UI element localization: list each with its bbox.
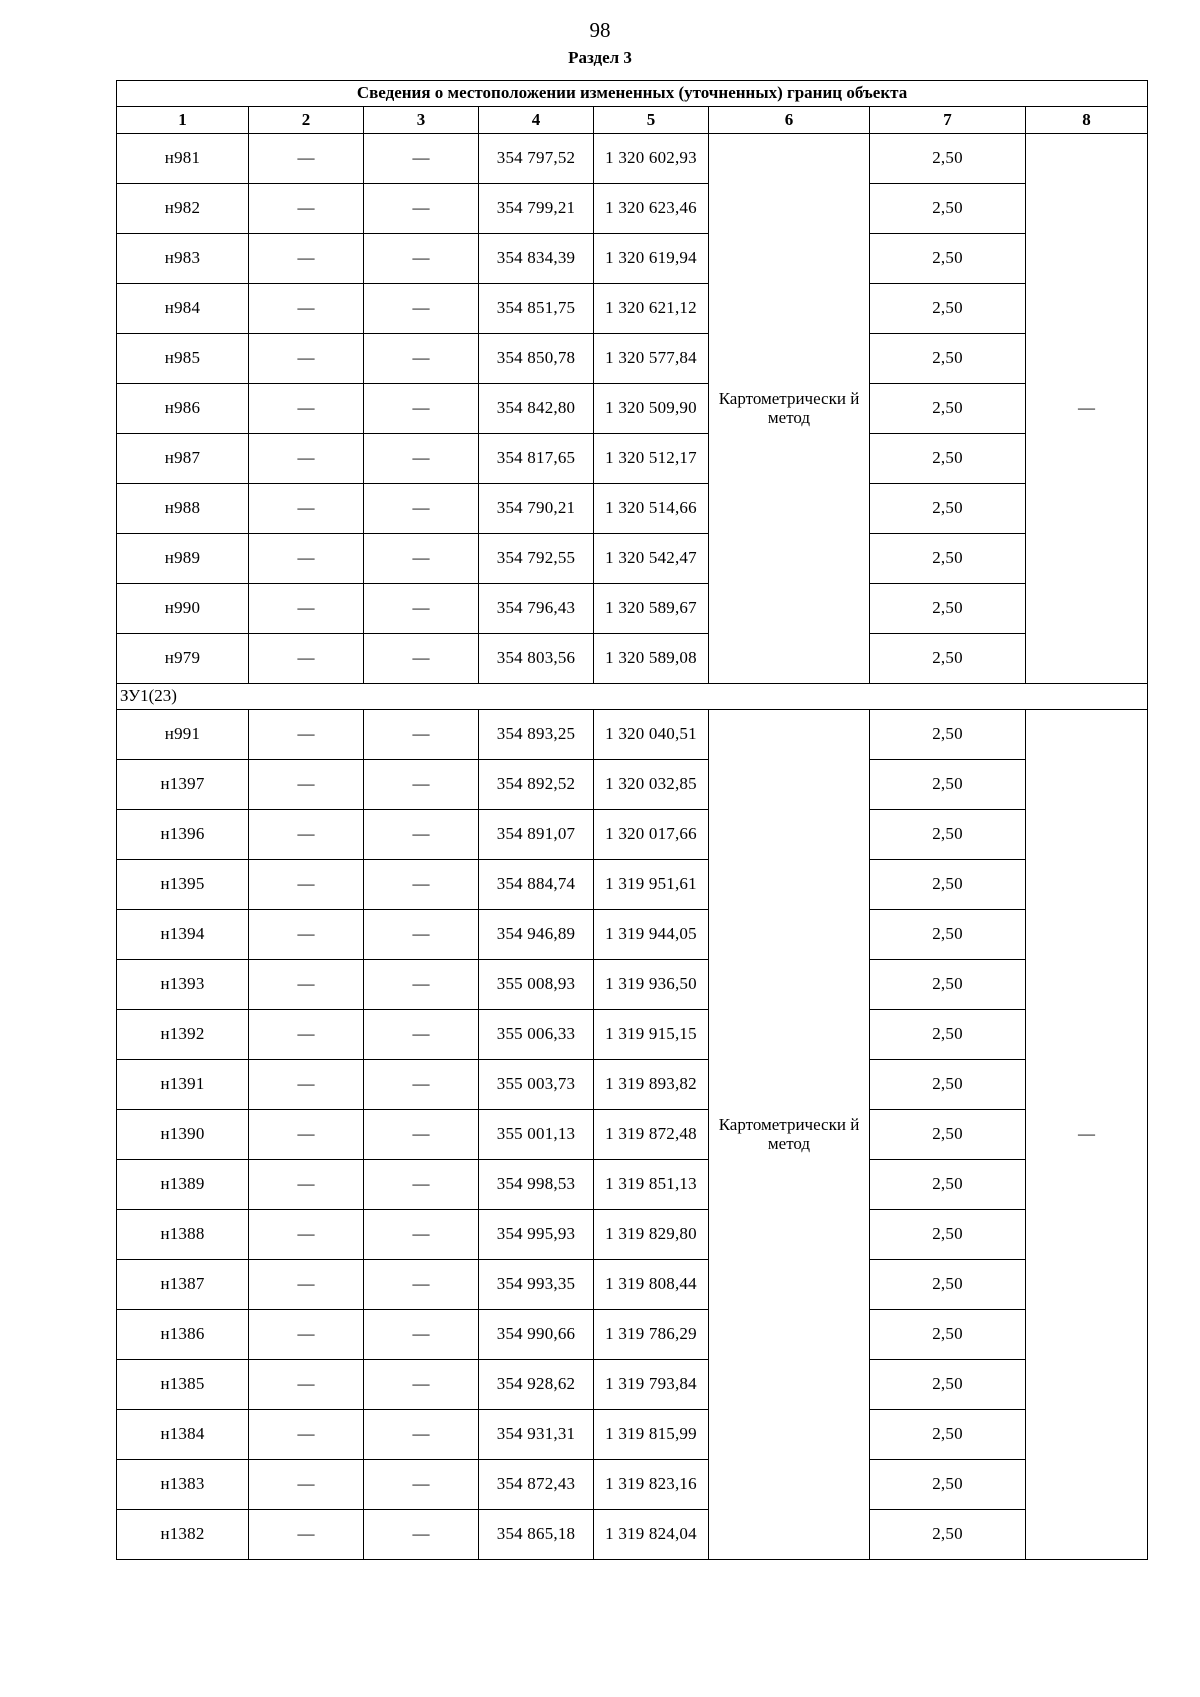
col3-cell: —	[364, 334, 479, 384]
y-coordinate-cell: 1 320 017,66	[594, 810, 709, 860]
y-coordinate-cell: 1 320 040,51	[594, 710, 709, 760]
x-coordinate-cell: 355 001,13	[479, 1110, 594, 1160]
y-coordinate-cell: 1 319 829,80	[594, 1210, 709, 1260]
x-coordinate-cell: 354 792,55	[479, 534, 594, 584]
x-coordinate-cell: 354 993,35	[479, 1260, 594, 1310]
table-row	[117, 960, 1148, 1010]
point-id-cell: н1393	[117, 960, 249, 1010]
y-coordinate-cell: 1 319 951,61	[594, 860, 709, 910]
point-id-cell: н984	[117, 284, 249, 334]
col2-cell: —	[249, 134, 364, 184]
y-coordinate-cell: 1 320 619,94	[594, 234, 709, 284]
column-number: 6	[709, 107, 870, 134]
accuracy-cell: 2,50	[870, 1210, 1026, 1260]
column-number: 1	[117, 107, 249, 134]
col3-cell: —	[364, 534, 479, 584]
col3-cell: —	[364, 1160, 479, 1210]
point-id-cell: н985	[117, 334, 249, 384]
col3-cell: —	[364, 634, 479, 684]
table-row	[117, 760, 1148, 810]
col2-cell: —	[249, 1160, 364, 1210]
col2-cell: —	[249, 710, 364, 760]
col3-cell: —	[364, 1010, 479, 1060]
accuracy-cell: 2,50	[870, 860, 1026, 910]
accuracy-cell: 2,50	[870, 634, 1026, 684]
col3-cell: —	[364, 1460, 479, 1510]
y-coordinate-cell: 1 319 915,15	[594, 1010, 709, 1060]
group-label: ЗУ1(23)	[117, 684, 1148, 710]
y-coordinate-cell: 1 319 786,29	[594, 1310, 709, 1360]
table-row	[117, 634, 1148, 684]
x-coordinate-cell: 355 003,73	[479, 1060, 594, 1110]
x-coordinate-cell: 354 995,93	[479, 1210, 594, 1260]
y-coordinate-cell: 1 320 032,85	[594, 760, 709, 810]
y-coordinate-cell: 1 320 514,66	[594, 484, 709, 534]
table-row	[117, 1160, 1148, 1210]
y-coordinate-cell: 1 319 823,16	[594, 1460, 709, 1510]
table-row	[117, 284, 1148, 334]
y-coordinate-cell: 1 320 509,90	[594, 384, 709, 434]
col3-cell: —	[364, 810, 479, 860]
table-row	[117, 1060, 1148, 1110]
col2-cell: —	[249, 1060, 364, 1110]
table-row	[117, 1310, 1148, 1360]
column-number: 7	[870, 107, 1026, 134]
table-row	[117, 810, 1148, 860]
col3-cell: —	[364, 1260, 479, 1310]
section-title: Раздел 3	[568, 48, 632, 67]
column-number: 4	[479, 107, 594, 134]
accuracy-cell: 2,50	[870, 1460, 1026, 1510]
table-row	[117, 234, 1148, 284]
table-row	[117, 1460, 1148, 1510]
x-coordinate-cell: 354 865,18	[479, 1510, 594, 1560]
col3-cell: —	[364, 584, 479, 634]
accuracy-cell: 2,50	[870, 534, 1026, 584]
col2-cell: —	[249, 184, 364, 234]
col3-cell: —	[364, 134, 479, 184]
accuracy-cell: 2,50	[870, 1260, 1026, 1310]
col3-cell: —	[364, 284, 479, 334]
y-coordinate-cell: 1 320 623,46	[594, 184, 709, 234]
accuracy-cell: 2,50	[870, 484, 1026, 534]
point-id-cell: н983	[117, 234, 249, 284]
point-id-cell: н990	[117, 584, 249, 634]
accuracy-cell: 2,50	[870, 1360, 1026, 1410]
col3-cell: —	[364, 1060, 479, 1110]
accuracy-cell: 2,50	[870, 1310, 1026, 1360]
col2-cell: —	[249, 234, 364, 284]
point-id-cell: н979	[117, 634, 249, 684]
col3-cell: —	[364, 484, 479, 534]
point-id-cell: н982	[117, 184, 249, 234]
col2-cell: —	[249, 634, 364, 684]
point-id-cell: н1394	[117, 910, 249, 960]
y-coordinate-cell: 1 319 893,82	[594, 1060, 709, 1110]
table-row	[117, 910, 1148, 960]
col2-cell: —	[249, 1310, 364, 1360]
y-coordinate-cell: 1 319 808,44	[594, 1260, 709, 1310]
table-row	[117, 860, 1148, 910]
col3-cell: —	[364, 860, 479, 910]
column-number: 2	[249, 107, 364, 134]
col8-cell: —	[1026, 710, 1148, 1560]
col2-cell: —	[249, 1510, 364, 1560]
method-cell: Картометрически й метод	[709, 134, 870, 684]
accuracy-cell: 2,50	[870, 1510, 1026, 1560]
col2-cell: —	[249, 1210, 364, 1260]
table-row	[117, 384, 1148, 434]
point-id-cell: н987	[117, 434, 249, 484]
accuracy-cell: 2,50	[870, 334, 1026, 384]
method-cell: Картометрически й метод	[709, 710, 870, 1560]
point-id-cell: н1383	[117, 1460, 249, 1510]
y-coordinate-cell: 1 319 936,50	[594, 960, 709, 1010]
col3-cell: —	[364, 1310, 479, 1360]
x-coordinate-cell: 354 850,78	[479, 334, 594, 384]
accuracy-cell: 2,50	[870, 760, 1026, 810]
accuracy-cell: 2,50	[870, 1010, 1026, 1060]
col2-cell: —	[249, 1360, 364, 1410]
col3-cell: —	[364, 434, 479, 484]
point-id-cell: н1389	[117, 1160, 249, 1210]
x-coordinate-cell: 354 817,65	[479, 434, 594, 484]
col3-cell: —	[364, 760, 479, 810]
point-id-cell: н991	[117, 710, 249, 760]
table-row	[117, 1360, 1148, 1410]
col2-cell: —	[249, 760, 364, 810]
table-caption: Сведения о местоположении измененных (уточненных) границ объекта	[117, 81, 1148, 107]
x-coordinate-cell: 354 872,43	[479, 1460, 594, 1510]
col3-cell: —	[364, 1210, 479, 1260]
point-id-cell: н1391	[117, 1060, 249, 1110]
col3-cell: —	[364, 384, 479, 434]
col2-cell: —	[249, 1460, 364, 1510]
boundary-table	[116, 80, 1148, 1560]
x-coordinate-cell: 354 799,21	[479, 184, 594, 234]
x-coordinate-cell: 354 842,80	[479, 384, 594, 434]
col2-cell: —	[249, 1010, 364, 1060]
y-coordinate-cell: 1 319 824,04	[594, 1510, 709, 1560]
col2-cell: —	[249, 384, 364, 434]
x-coordinate-cell: 354 796,43	[479, 584, 594, 634]
point-id-cell: н981	[117, 134, 249, 184]
x-coordinate-cell: 354 946,89	[479, 910, 594, 960]
accuracy-cell: 2,50	[870, 434, 1026, 484]
point-id-cell: н1382	[117, 1510, 249, 1560]
col3-cell: —	[364, 1410, 479, 1460]
table-caption-row	[117, 81, 1148, 107]
col2-cell: —	[249, 910, 364, 960]
y-coordinate-cell: 1 320 589,67	[594, 584, 709, 634]
col2-cell: —	[249, 1110, 364, 1160]
table-row	[117, 434, 1148, 484]
col3-cell: —	[364, 184, 479, 234]
col2-cell: —	[249, 534, 364, 584]
point-id-cell: н1390	[117, 1110, 249, 1160]
table-row	[117, 184, 1148, 234]
table-row	[117, 710, 1148, 760]
x-coordinate-cell: 354 893,25	[479, 710, 594, 760]
point-id-cell: н988	[117, 484, 249, 534]
x-coordinate-cell: 354 891,07	[479, 810, 594, 860]
x-coordinate-cell: 354 834,39	[479, 234, 594, 284]
col2-cell: —	[249, 860, 364, 910]
col3-cell: —	[364, 960, 479, 1010]
col2-cell: —	[249, 1410, 364, 1460]
column-number: 5	[594, 107, 709, 134]
col3-cell: —	[364, 234, 479, 284]
accuracy-cell: 2,50	[870, 1060, 1026, 1110]
accuracy-cell: 2,50	[870, 384, 1026, 434]
point-id-cell: н986	[117, 384, 249, 434]
y-coordinate-cell: 1 320 542,47	[594, 534, 709, 584]
point-id-cell: н989	[117, 534, 249, 584]
column-number: 3	[364, 107, 479, 134]
point-id-cell: н1385	[117, 1360, 249, 1410]
x-coordinate-cell: 354 790,21	[479, 484, 594, 534]
col2-cell: —	[249, 960, 364, 1010]
col2-cell: —	[249, 434, 364, 484]
x-coordinate-cell: 354 931,31	[479, 1410, 594, 1460]
accuracy-cell: 2,50	[870, 234, 1026, 284]
x-coordinate-cell: 355 008,93	[479, 960, 594, 1010]
table-row	[117, 584, 1148, 634]
point-id-cell: н1392	[117, 1010, 249, 1060]
point-id-cell: н1396	[117, 810, 249, 860]
col3-cell: —	[364, 1110, 479, 1160]
page-number: 98	[589, 18, 611, 42]
y-coordinate-cell: 1 319 872,48	[594, 1110, 709, 1160]
accuracy-cell: 2,50	[870, 284, 1026, 334]
y-coordinate-cell: 1 320 589,08	[594, 634, 709, 684]
column-number: 8	[1026, 107, 1148, 134]
table-row	[117, 134, 1148, 184]
column-number-row	[117, 107, 1148, 134]
x-coordinate-cell: 354 990,66	[479, 1310, 594, 1360]
point-id-cell: н1395	[117, 860, 249, 910]
col3-cell: —	[364, 1510, 479, 1560]
table-row	[117, 1510, 1148, 1560]
point-id-cell: н1388	[117, 1210, 249, 1260]
y-coordinate-cell: 1 319 815,99	[594, 1410, 709, 1460]
x-coordinate-cell: 354 892,52	[479, 760, 594, 810]
x-coordinate-cell: 354 797,52	[479, 134, 594, 184]
accuracy-cell: 2,50	[870, 184, 1026, 234]
point-id-cell: н1387	[117, 1260, 249, 1310]
col3-cell: —	[364, 910, 479, 960]
accuracy-cell: 2,50	[870, 1160, 1026, 1210]
y-coordinate-cell: 1 319 944,05	[594, 910, 709, 960]
x-coordinate-cell: 354 851,75	[479, 284, 594, 334]
y-coordinate-cell: 1 320 602,93	[594, 134, 709, 184]
table-row	[117, 534, 1148, 584]
point-id-cell: н1384	[117, 1410, 249, 1460]
y-coordinate-cell: 1 319 851,13	[594, 1160, 709, 1210]
col3-cell: —	[364, 710, 479, 760]
x-coordinate-cell: 354 803,56	[479, 634, 594, 684]
x-coordinate-cell: 355 006,33	[479, 1010, 594, 1060]
accuracy-cell: 2,50	[870, 1110, 1026, 1160]
y-coordinate-cell: 1 320 577,84	[594, 334, 709, 384]
accuracy-cell: 2,50	[870, 960, 1026, 1010]
accuracy-cell: 2,50	[870, 910, 1026, 960]
col8-cell: —	[1026, 134, 1148, 684]
table-row	[117, 1260, 1148, 1310]
table-row	[117, 1110, 1148, 1160]
table-row	[117, 1210, 1148, 1260]
col2-cell: —	[249, 284, 364, 334]
y-coordinate-cell: 1 319 793,84	[594, 1360, 709, 1410]
accuracy-cell: 2,50	[870, 584, 1026, 634]
col2-cell: —	[249, 334, 364, 384]
accuracy-cell: 2,50	[870, 710, 1026, 760]
col2-cell: —	[249, 810, 364, 860]
accuracy-cell: 2,50	[870, 810, 1026, 860]
y-coordinate-cell: 1 320 512,17	[594, 434, 709, 484]
col3-cell: —	[364, 1360, 479, 1410]
accuracy-cell: 2,50	[870, 134, 1026, 184]
col2-cell: —	[249, 1260, 364, 1310]
accuracy-cell: 2,50	[870, 1410, 1026, 1460]
y-coordinate-cell: 1 320 621,12	[594, 284, 709, 334]
col2-cell: —	[249, 584, 364, 634]
group-label-row	[117, 684, 1148, 710]
table-row	[117, 484, 1148, 534]
col2-cell: —	[249, 484, 364, 534]
table-row	[117, 1010, 1148, 1060]
table-row	[117, 334, 1148, 384]
point-id-cell: н1386	[117, 1310, 249, 1360]
x-coordinate-cell: 354 998,53	[479, 1160, 594, 1210]
point-id-cell: н1397	[117, 760, 249, 810]
x-coordinate-cell: 354 884,74	[479, 860, 594, 910]
x-coordinate-cell: 354 928,62	[479, 1360, 594, 1410]
table-row	[117, 1410, 1148, 1460]
